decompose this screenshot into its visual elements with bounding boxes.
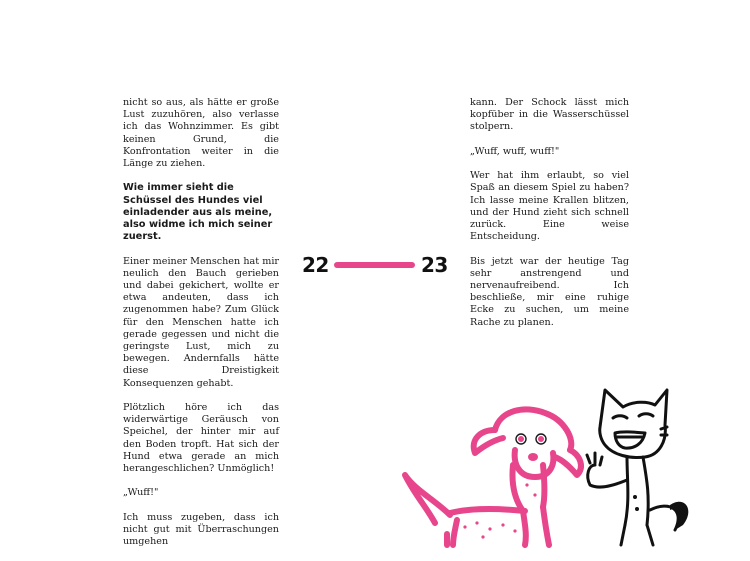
cat-illustration [575, 385, 750, 545]
dog-illustration [395, 405, 590, 545]
paragraph: kann. Der Schock lässt mich kopfüber in die Wasserschüssel stolpern. [470, 97, 629, 133]
paragraph: Einer meiner Menschen hat mir neulich den Bauch gerieben und dabei gekichert, wollte er etwa andeuten, dass ich zugenommen habe? Zum Glück für den Menschen hatte ich gerade gegessen und nicht die geringste Lust, mich zu bewegen. Andernfalls hätte diese Dreistigkeit Konsequenzen gehabt. [123, 255, 279, 389]
paragraph: Bis jetzt war der heutige Tag sehr anstrengend und nervenaufreibend. Ich beschließe, mir eine ruhige Ecke zu suchen, um meine Rache zu planen. [470, 255, 629, 328]
paragraph: Plötzlich höre ich das widerwärtige Geräusch von Speichel, der hinter mir auf den Boden tropft. Hat sich der Hund etwa gerade an mich herangeschlichen? Unmöglich! [123, 402, 279, 475]
left-page-text [123, 97, 279, 561]
paragraph: Wer hat ihm erlaubt, so viel Spaß an diesem Spiel zu haben? Ich lasse meine Krallen blitzen, und der Hund zieht sich schnell zurück. Eine weise Entscheidung. [470, 170, 629, 243]
paragraph: „Wuff, wuff, wuff!" [470, 145, 560, 157]
page-number-left: 22 [302, 253, 329, 277]
highlight-paragraph: Wie immer sieht die Schüssel des Hundes viel einladender aus als meine, also widme ich mich seiner zuerst. [123, 182, 273, 243]
paragraph: „Wuff!" [123, 487, 159, 499]
paragraph: Ich muss zugeben, dass ich nicht gut mit Überraschungen umgehen [123, 511, 279, 548]
paragraph: nicht so aus, als hätte er große Lust zuzuhören, also verlasse ich das Wohnzimmer. Es gibt keinen Grund, die Konfrontation weiter in die Länge zu ziehen. [123, 97, 279, 170]
page-number-right: 23 [421, 253, 448, 277]
right-page-text [470, 97, 629, 341]
page-divider-bar [334, 262, 415, 268]
